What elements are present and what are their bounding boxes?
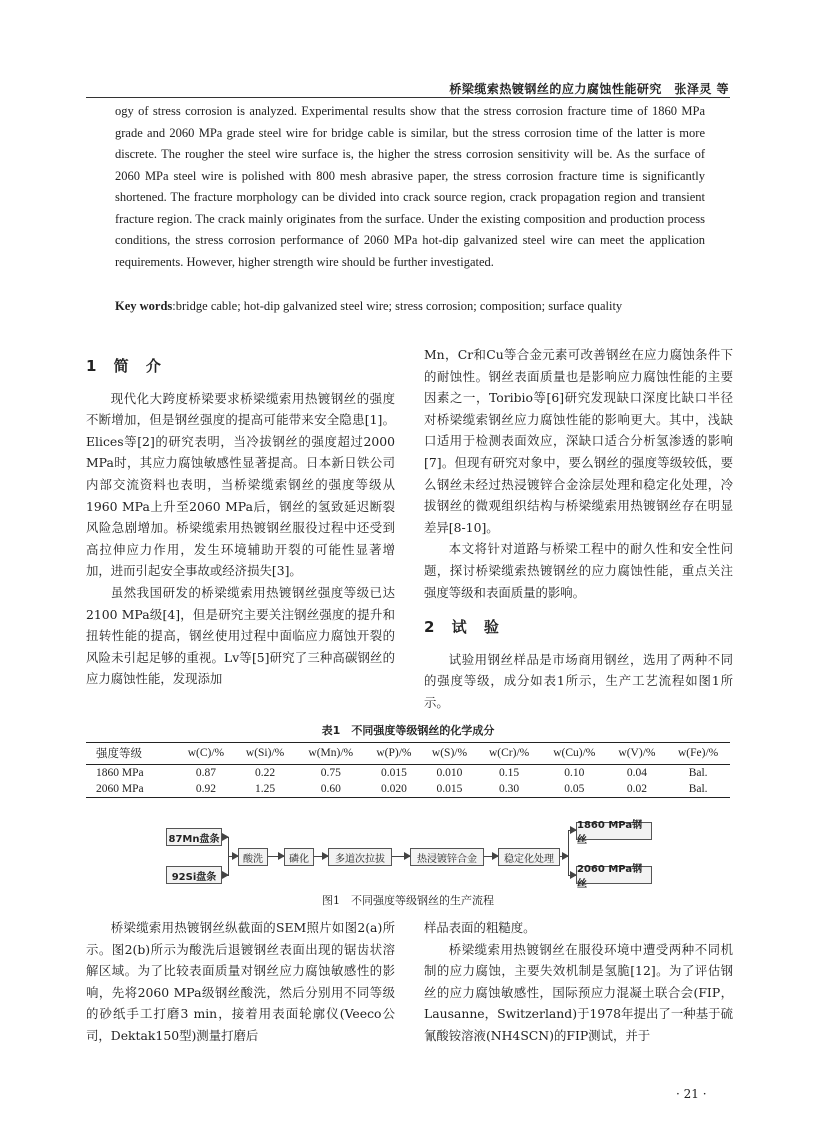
keywords	[115, 299, 715, 314]
table-cell: 0.05	[541, 781, 608, 798]
table-cell: 2060 MPa	[86, 781, 177, 798]
output-2060-box: 2060 MPa钢丝	[576, 866, 652, 884]
continued-paragraph-right-1: 样品表面的粗糙度。	[424, 920, 536, 935]
section1-paragraph-4: 本文将针对道路与桥梁工程中的耐久性和安全性问题，探讨桥梁缆索热镀钢丝的应力腐蚀性能，重点关注强度等级和表面质量的影响。	[424, 541, 733, 600]
input-92si-box: 92Si盘条	[166, 866, 222, 884]
table-header-cell: w(Cr)/%	[477, 743, 541, 765]
flow-arrow	[392, 856, 410, 857]
table-cell: 0.015	[380, 767, 407, 779]
table-cell: 0.020	[366, 781, 422, 798]
keywords-label: Key words	[115, 299, 173, 313]
table-header-cell: w(Fe)/%	[666, 743, 730, 765]
table-cell: 0.30	[477, 781, 541, 798]
flow-arrow	[314, 856, 328, 857]
table-header-cell: w(Cu)/%	[541, 743, 608, 765]
flow-arrow	[228, 856, 238, 857]
table-header-cell: w(S)/%	[422, 743, 478, 765]
header-rule	[86, 97, 730, 98]
left-column-2	[86, 917, 395, 1047]
table-cell: 0.10	[564, 767, 585, 779]
step-galvanizing-box: 热浸镀锌合金	[410, 848, 484, 866]
section1-paragraph-2: 虽然我国研发的桥梁缆索用热镀钢丝强度等级已达2100 MPa级[4]，但是研究主要关注钢丝强度的提升和扭转性能的提高，钢丝使用过程中面临应力腐蚀开裂的风险未引起足够的重视。Lv等[5]研究了三种高碳钢丝的应力腐蚀性能，发现添加	[86, 584, 395, 687]
table-cell: 1860 MPa	[96, 767, 144, 779]
section1-heading: 1 简 介	[86, 357, 167, 375]
continued-paragraph-left: 桥梁缆索用热镀钢丝纵截面的SEM照片如图2(a)所示。图2(b)所示为酸洗后退镀钢丝表面出现的锯齿状溶解区域。为了比较表面质量对钢丝应力腐蚀敏感性的影响，先将2060 MPa级钢丝酸洗，然后分别用不同等级的砂纸手工打磨3 min，接着用表面轮廓仪(Veeco公司，Dektak150型)测量打磨后	[86, 920, 395, 1043]
flow-arrow	[484, 856, 498, 857]
table-header-cell: 强度等级	[86, 743, 177, 765]
step-stabilization-box: 稳定化处理	[498, 848, 560, 866]
table-cell: 0.015	[422, 781, 478, 798]
flow-arrow	[268, 856, 284, 857]
right-column-1	[424, 344, 733, 714]
step-drawing-box: 多道次拉拔	[328, 848, 392, 866]
connector-line	[560, 856, 568, 857]
table-header-row	[86, 743, 730, 765]
table-cell: 0.010	[436, 767, 463, 779]
section2-heading: 2 试 验	[424, 618, 505, 637]
split-line	[568, 830, 569, 875]
output-1860-box: 1860 MPa钢丝	[576, 822, 652, 840]
left-column-1	[86, 352, 395, 690]
table-cell: 0.22	[255, 767, 276, 779]
page-number: · 21 ·	[676, 1087, 707, 1101]
abstract-text: ogy of stress corrosion is analyzed. Experimental results show that the stress corrosion fracture time of 1860 MPa grade and 2060 MPa grade steel wire for bridge cable is similar, but the stress corrosion time of the latter is more discrete. The rougher the steel wire surface is, the higher the stress corrosion sensitivity will be. As the surface of 2060 MPa steel wire is polished with 800 mesh abrasive paper, the stress corrosion fracture time is significantly shortened. The fracture morphology can be divided into crack source region, crack propagation region and transient fracture region. The crack mainly originates from the surface. Under the existing composition and production process conditions, the stress corrosion performance of 2060 MPa hot-dip galvanized steel wire can meet the application requirements. However, higher strength wire should be further investigated.	[115, 104, 705, 269]
flow-arrow	[568, 830, 576, 831]
composition-table	[86, 742, 730, 798]
table1-caption: 表1 不同强度等级钢丝的化学成分	[321, 724, 495, 737]
figure1-caption: 图1 不同强度等级钢丝的生产流程	[322, 894, 494, 907]
table-header-cell: w(V)/%	[608, 743, 667, 765]
table-cell: 0.04	[626, 767, 648, 779]
table-header-cell: w(C)/%	[177, 743, 235, 765]
step-pickling-box: 酸洗	[238, 848, 268, 866]
running-header: 桥梁缆索热镀钢丝的应力腐蚀性能研究 张泽灵 等	[449, 82, 729, 96]
table-cell: 0.92	[177, 781, 235, 798]
table-cell: 0.87	[195, 767, 216, 779]
table-cell: Bal.	[666, 781, 730, 798]
section2-paragraph-1: 试验用钢丝样品是市场商用钢丝，选用了两种不同的强度等级，成分如表1所示，生产工艺流程如图1所示。	[424, 651, 733, 710]
table-cell: 0.02	[608, 781, 667, 798]
table-cell: 0.75	[320, 767, 341, 779]
process-flow-diagram	[166, 820, 652, 890]
keywords-list: :bridge cable; hot-dip galvanized steel wire; stress corrosion; composition; surface quality	[172, 299, 623, 313]
continued-paragraph-right-2: 桥梁缆索用热镀钢丝在服役环境中遭受两种不同机制的应力腐蚀，主要失效机制是氢脆[12]。为了评估钢丝的应力腐蚀敏感性，国际预应力混凝土联合会(FIP，Lausanne，Switzerland)于1978年提出了一种基于硫氰酸铵溶液(NH4SCN)的FIP测试，并于	[424, 941, 733, 1043]
section1-paragraph-1: 现代化大跨度桥梁要求桥梁缆索用热镀钢丝的强度不断增加，但是钢丝强度的提高可能带来安全隐患[1]。Elices等[2]的研究表明，当冷拔钢丝的强度超过2000 MPa时，其应力腐蚀敏感性显著提高。日本新日铁公司内部交流资料也表明，当桥梁缆索钢丝的强度等级从1960 MPa上升至2060 MPa后，钢丝的氢致延迟断裂风险急剧增加。桥梁缆索用热镀钢丝服役过程中还受到高拉伸应力作用，发生环境辅助开裂的可能性显著增加，进而引起安全事故或经济损失[3]。	[86, 390, 395, 579]
table-cell: 0.15	[499, 767, 520, 779]
table-header-cell: w(Mn)/%	[295, 743, 366, 765]
table-header-cell: w(Si)/%	[235, 743, 296, 765]
table-row	[86, 781, 730, 798]
table-header-cell: w(P)/%	[366, 743, 422, 765]
table-cell: Bal.	[688, 767, 708, 779]
table-cell: 0.60	[295, 781, 366, 798]
right-column-2	[424, 917, 733, 1047]
flow-arrow	[568, 875, 576, 876]
table-row	[86, 765, 730, 782]
input-87mn-box: 87Mn盘条	[166, 828, 222, 846]
step-phosphating-box: 磷化	[284, 848, 314, 866]
table-cell: 1.25	[235, 781, 296, 798]
section1-paragraph-3: Mn，Cr和Cu等合金元素可改善钢丝在应力腐蚀条件下的耐蚀性。钢丝表面质量也是影响应力腐蚀性能的主要因素之一，Toribio等[6]研究发现缺口深度比缺口半径对桥梁缆索钢丝应力腐蚀性能的影响更大。其中，浅缺口适用于检测表面效应，深缺口适合分析氢渗透的影响[7]。但现有研究对象中，要么钢丝的强度等级较低，要么钢丝未经过热浸镀锌合金涂层处理和稳定化处理，冷拔钢丝的微观组织结构与桥梁缆索用热镀钢丝存在明显差异[8-10]。	[424, 347, 733, 535]
